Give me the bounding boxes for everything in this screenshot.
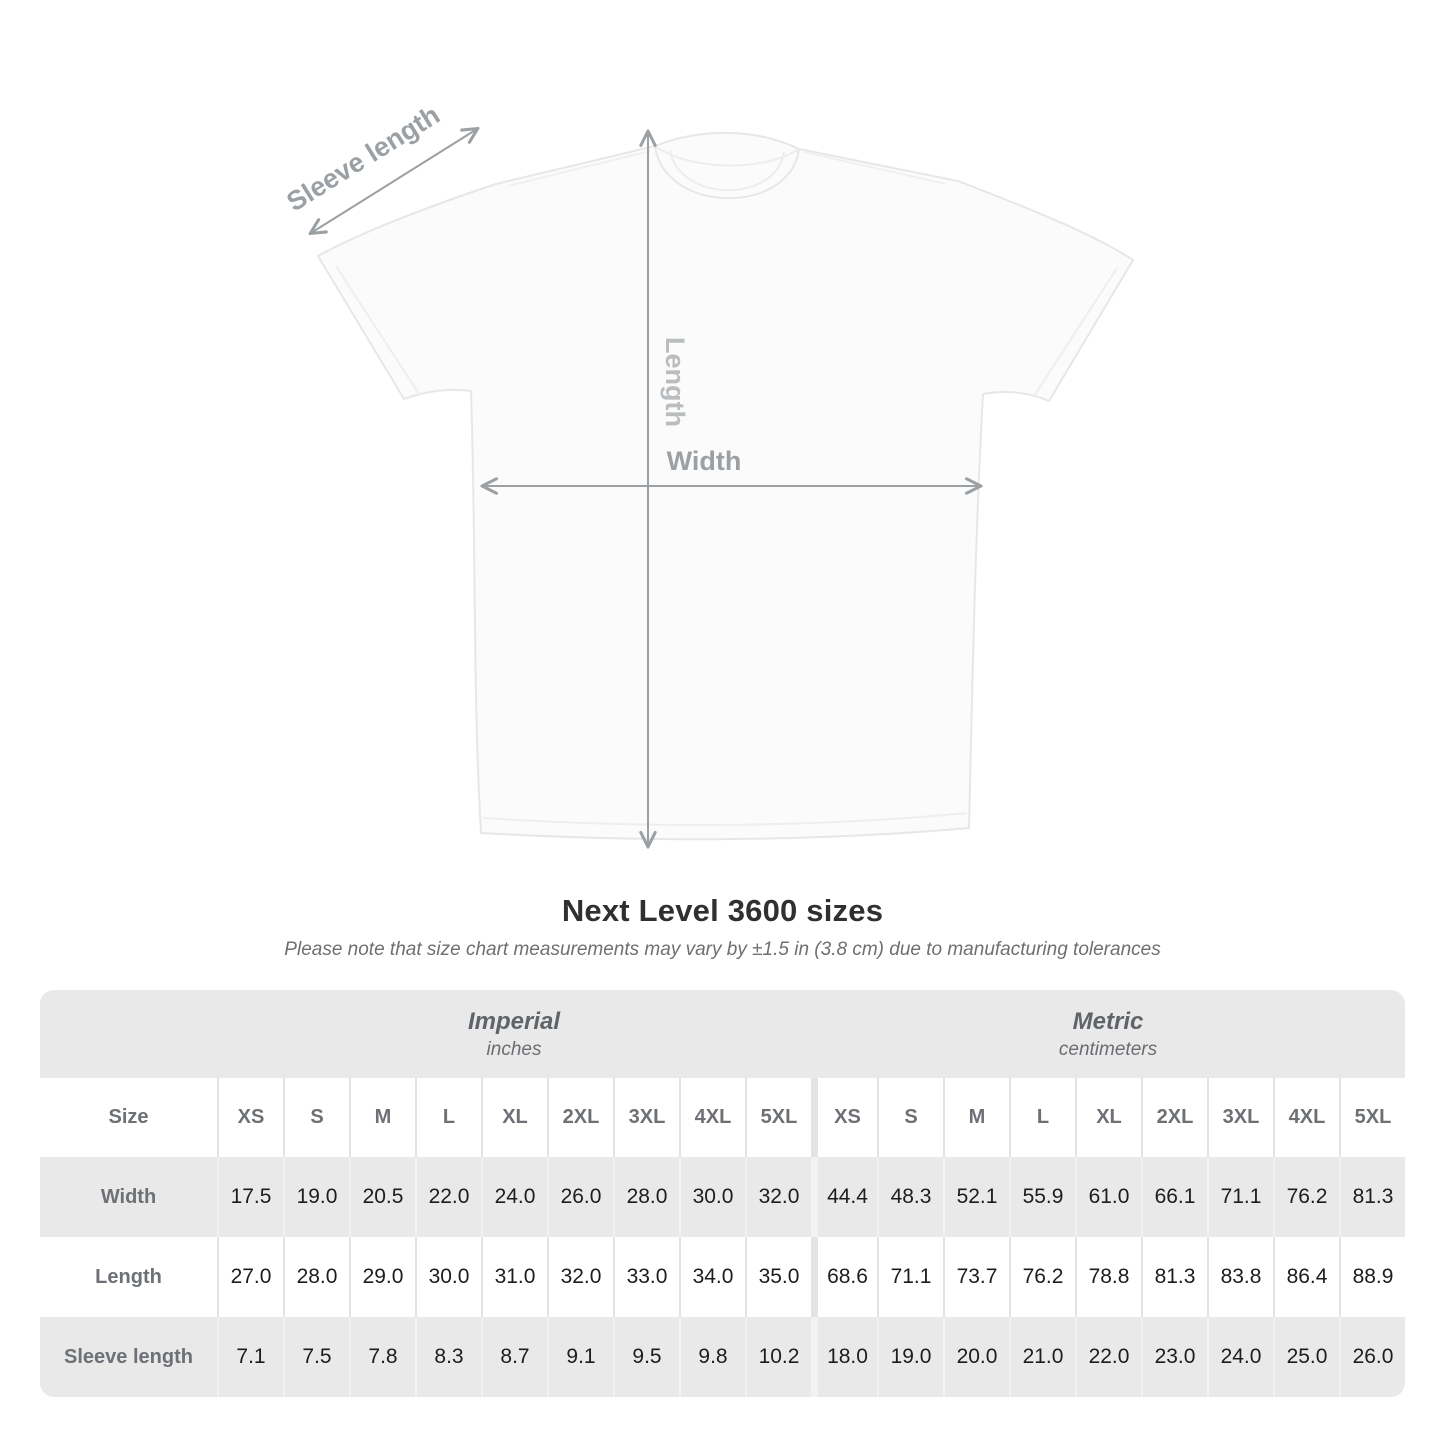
metric-value-cell: 78.8: [1075, 1237, 1141, 1317]
metric-value-cell: 18.0: [811, 1317, 877, 1397]
title-block: [0, 893, 1445, 961]
size-column-header: 2XL: [1141, 1078, 1207, 1157]
metric-label: Metric: [1072, 1007, 1144, 1035]
imperial-value-cell: 10.2: [745, 1317, 811, 1397]
imperial-value-cell: 7.8: [349, 1317, 415, 1397]
metric-value-cell: 55.9: [1009, 1157, 1075, 1237]
imperial-value-cell: 7.5: [283, 1317, 349, 1397]
metric-value-cell: 86.4: [1273, 1237, 1339, 1317]
imperial-value-cell: 19.0: [283, 1157, 349, 1237]
imperial-value-cell: 33.0: [613, 1237, 679, 1317]
measurement-row-label: Sleeve length: [64, 1345, 193, 1368]
size-header-label: Size: [108, 1106, 149, 1128]
size-column-header: XS: [811, 1078, 877, 1157]
metric-value-cell: 81.3: [1339, 1157, 1405, 1237]
metric-value-cell: 83.8: [1207, 1237, 1273, 1317]
size-column-header: 5XL: [1339, 1078, 1405, 1157]
metric-value-cell: 23.0: [1141, 1317, 1207, 1397]
size-column-header: 4XL: [1273, 1078, 1339, 1157]
metric-group-header: [811, 990, 1405, 1078]
metric-value-cell: 71.1: [877, 1237, 943, 1317]
metric-value-cell: 73.7: [943, 1237, 1009, 1317]
imperial-value-cell: 35.0: [745, 1237, 811, 1317]
imperial-value-cell: 27.0: [217, 1237, 283, 1317]
size-column-header: 3XL: [1207, 1078, 1273, 1157]
measurement-row: [40, 1237, 1405, 1317]
imperial-value-cell: 24.0: [481, 1157, 547, 1237]
imperial-value-cell: 26.0: [547, 1157, 613, 1237]
metric-value-cell: 66.1: [1141, 1157, 1207, 1237]
imperial-value-cell: 9.5: [613, 1317, 679, 1397]
imperial-value-cell: 32.0: [547, 1237, 613, 1317]
imperial-value-cell: 34.0: [679, 1237, 745, 1317]
metric-value-cell: 76.2: [1273, 1157, 1339, 1237]
unit-band-spacer: [40, 990, 217, 1078]
imperial-value-cell: 30.0: [415, 1237, 481, 1317]
length-label: Length: [660, 337, 690, 427]
size-column-header: 5XL: [745, 1078, 811, 1157]
size-column-header: 3XL: [613, 1078, 679, 1157]
measurement-row: [40, 1317, 1405, 1397]
size-table: [40, 990, 1405, 1397]
imperial-unit-label: inches: [486, 1038, 542, 1060]
size-column-header: L: [415, 1078, 481, 1157]
size-column-header: S: [283, 1078, 349, 1157]
metric-value-cell: 21.0: [1009, 1317, 1075, 1397]
width-label: Width: [666, 446, 742, 476]
imperial-value-cell: 17.5: [217, 1157, 283, 1237]
metric-unit-label: centimeters: [1058, 1038, 1158, 1060]
imperial-value-cell: 31.0: [481, 1237, 547, 1317]
measurement-row-label: Length: [95, 1265, 162, 1288]
metric-value-cell: 20.0: [943, 1317, 1009, 1397]
size-column-header: XL: [1075, 1078, 1141, 1157]
measurement-row-label: Width: [100, 1185, 157, 1208]
metric-value-cell: 25.0: [1273, 1317, 1339, 1397]
imperial-value-cell: 30.0: [679, 1157, 745, 1237]
metric-value-cell: 61.0: [1075, 1157, 1141, 1237]
metric-value-cell: 52.1: [943, 1157, 1009, 1237]
measurement-row: [40, 1157, 1405, 1237]
imperial-value-cell: 22.0: [415, 1157, 481, 1237]
size-column-header: 2XL: [547, 1078, 613, 1157]
imperial-value-cell: 29.0: [349, 1237, 415, 1317]
metric-value-cell: 19.0: [877, 1317, 943, 1397]
size-column-header: XL: [481, 1078, 547, 1157]
imperial-value-cell: 32.0: [745, 1157, 811, 1237]
unit-header-band: [40, 990, 1405, 1078]
imperial-value-cell: 20.5: [349, 1157, 415, 1237]
imperial-group-header: [217, 990, 811, 1078]
metric-value-cell: 24.0: [1207, 1317, 1273, 1397]
imperial-value-cell: 7.1: [217, 1317, 283, 1397]
metric-value-cell: 68.6: [811, 1237, 877, 1317]
metric-value-cell: 76.2: [1009, 1237, 1075, 1317]
metric-value-cell: 22.0: [1075, 1317, 1141, 1397]
size-column-header: S: [877, 1078, 943, 1157]
page-title: Next Level 3600 sizes: [561, 893, 884, 928]
imperial-value-cell: 8.7: [481, 1317, 547, 1397]
imperial-value-cell: 8.3: [415, 1317, 481, 1397]
size-column-header: M: [943, 1078, 1009, 1157]
size-column-header: 4XL: [679, 1078, 745, 1157]
sleeve-length-label: Sleeve length: [281, 99, 445, 218]
size-column-header: L: [1009, 1078, 1075, 1157]
metric-value-cell: 44.4: [811, 1157, 877, 1237]
metric-value-cell: 48.3: [877, 1157, 943, 1237]
metric-value-cell: 26.0: [1339, 1317, 1405, 1397]
metric-value-cell: 81.3: [1141, 1237, 1207, 1317]
imperial-value-cell: 9.8: [679, 1317, 745, 1397]
imperial-value-cell: 9.1: [547, 1317, 613, 1397]
table-rows: [40, 1078, 1405, 1397]
size-column-header: M: [349, 1078, 415, 1157]
metric-value-cell: 71.1: [1207, 1157, 1273, 1237]
page-subtitle: Please note that size chart measurements may vary by ±1.5 in (3.8 cm) due to manufacturing tolerances: [284, 939, 1161, 960]
size-column-header: XS: [217, 1078, 283, 1157]
imperial-label: Imperial: [467, 1007, 561, 1035]
imperial-value-cell: 28.0: [613, 1157, 679, 1237]
metric-value-cell: 88.9: [1339, 1237, 1405, 1317]
size-header-row: [40, 1078, 1405, 1157]
imperial-value-cell: 28.0: [283, 1237, 349, 1317]
